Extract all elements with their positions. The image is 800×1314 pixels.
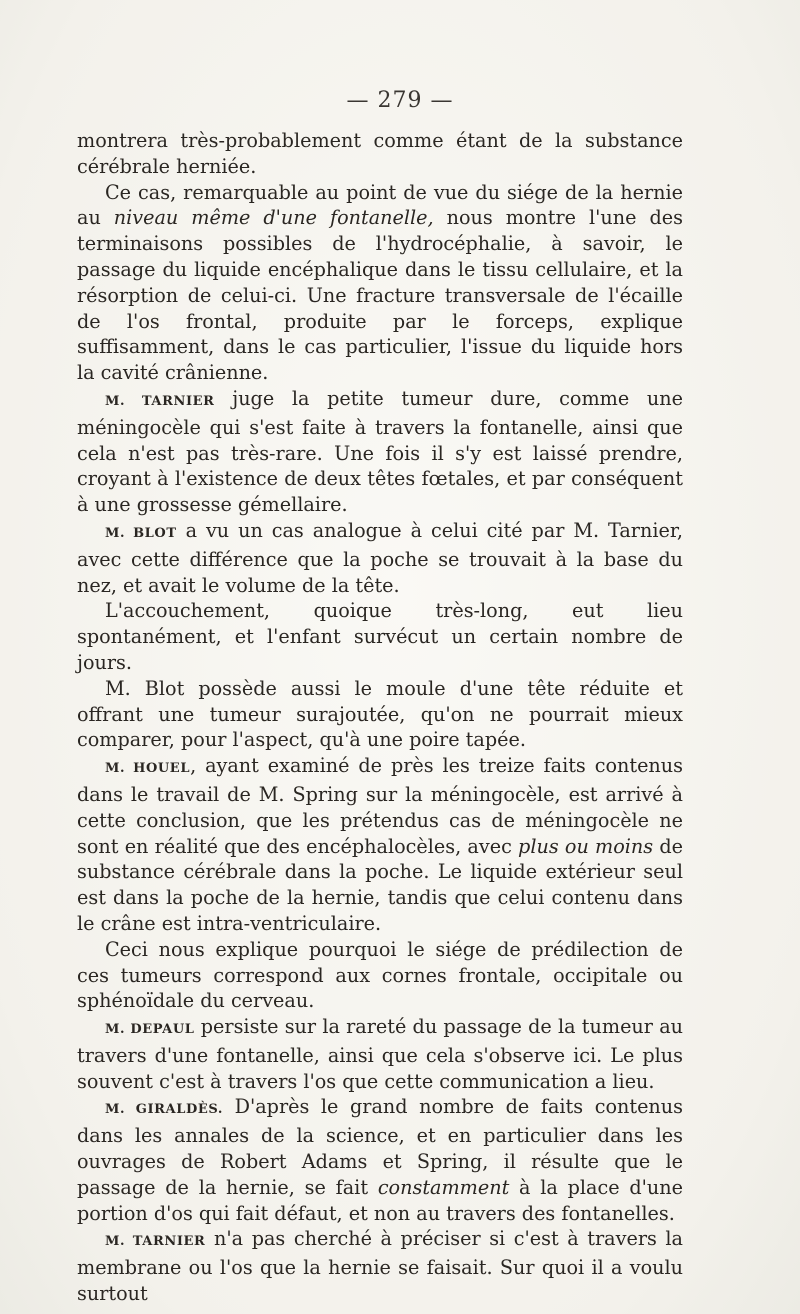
paragraph: M. Blot possède aussi le moule d'une tête réduite et offrant une tumeur surajoutée, qu'on ne pourrait mieux comparer, pour l'aspect, qu'à une poire tapée. — [77, 676, 683, 752]
paragraph-text: nous montre l'une des terminaisons possibles de l'hydrocéphalie, à savoir, le passage du liquide encéphalique dans le tissu cellulaire, et la résorption de celui-ci. Une fracture transversale de l'écaille de l'os frontal, produite par le forceps, explique suffisamment, dans le cas particulier, l'issue du liquide hors la cavité crânienne. — [77, 206, 683, 385]
paragraph: montrera très-probablement comme étant de la substance cérébrale herniée. — [77, 129, 683, 178]
paragraph — [77, 1094, 683, 1226]
paragraph: Ceci nous explique pourquoi le siége de prédilection de ces tumeurs correspond aux cornes frontale, occipitale ou sphénoïdale du cerveau. — [77, 937, 683, 1013]
speaker-name: M. GIRALDÈS. — [105, 1102, 223, 1118]
paragraph: L'accouchement, quoique très-long, eut lieu spontanément, et l'enfant survécut un certain nombre de jours. — [77, 599, 683, 674]
paragraph-text: D'après le grand nombre de faits contenus dans les annales de la science, et en particulier dans les ouvrages de Robert Adams et Spring, il résulte que le passage de la hernie, se fait — [77, 1095, 683, 1199]
paragraph — [77, 1226, 683, 1306]
paragraph-text: de substance cérébrale dans la poche. Le liquide extérieur seul est dans la poche de la hernie, tandis que celui contenu dans le crâne est intra-ventriculaire. — [77, 834, 683, 935]
body-text — [77, 128, 683, 1307]
speaker-name: M. TARNIER — [105, 1234, 206, 1250]
paragraph — [77, 180, 683, 386]
paragraph — [77, 518, 683, 598]
paragraph — [77, 1014, 683, 1094]
emphasis-text: plus ou moins — [518, 834, 654, 858]
emphasis-text: constamment — [377, 1175, 510, 1199]
paragraph-text: juge la petite tumeur dure, comme une méningocèle qui s'est faite à travers la fontanelle, ainsi que cela n'est pas très-rare. Une fois il s'y est laissé prendre, croyant à l'existence de deux têtes fœtales, et par conséquent à une grossesse gémellaire. — [77, 386, 683, 517]
speaker-name: M. DEPAUL — [105, 1022, 195, 1038]
paragraph-text: , ayant examiné de près les treize faits contenus dans le travail de M. Spring sur la méningocèle, est arrivé à cette conclusion, que les prétendus cas de méningocèle ne sont en réalité que des encéphalocèles, avec — [77, 754, 683, 858]
speaker-name: M. HOUEL — [105, 761, 191, 777]
paragraph-text: persiste sur la rareté du passage de la tumeur au travers d'une fontanelle, ainsi que cela s'observe ici. Le plus souvent c'est à travers l'os que cette communication a lieu. — [77, 1015, 683, 1093]
paragraph-text: a vu un cas analogue à celui cité par M. Tarnier, avec cette différence que la poche se trouvait à la base du nez, et avait le volume de la tête. — [77, 518, 683, 597]
paragraph-text: n'a pas cherché à préciser si c'est à travers la membrane ou l'os que la hernie se faisait. Sur quoi il a voulu surtout — [77, 1227, 683, 1306]
speaker-name: M. TARNIER — [105, 393, 215, 409]
paragraph-text: Ce cas, remarquable au point de vue du siége de la hernie au — [77, 180, 683, 230]
paragraph-text: à la place d'une portion d'os qui fait défaut, et non au travers des fontanelles. — [77, 1175, 683, 1225]
paragraph — [77, 386, 683, 518]
emphasis-text: niveau même d'une fontanelle, — [113, 206, 434, 230]
paragraph — [77, 753, 683, 937]
page-number: — 279 — — [346, 88, 454, 113]
speaker-name: M. BLOT — [105, 525, 177, 541]
